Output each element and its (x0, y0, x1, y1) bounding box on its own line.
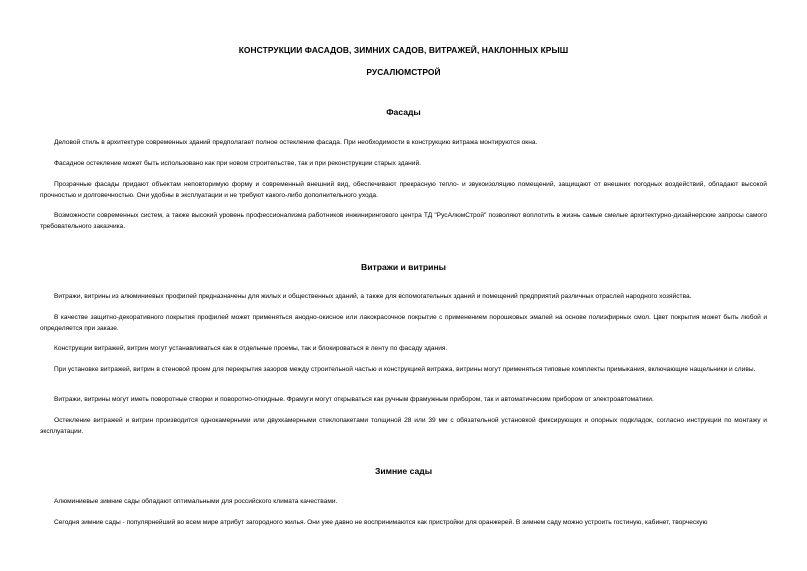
paragraph: Алюминиевые зимние сады обладают оптимальными для российского климата качествами. (54, 498, 338, 505)
paragraph: Прозрачные фасады придают объектам неповторимую форму и современный внешний вид, обеспечивают прекрасную тепло- и звукоизоляцию помещений, защищают от внешних погодных воздействий, обладают высокой прочностью и долговечностью. Они удобны в эксплуатации и не требуют какого-либо дополнительного ухода. (40, 181, 767, 199)
paragraph: Конструкции витражей, витрин могут устанавливаться как в отдельные проемы, так и блокироваться в ленту по фасаду здания. (54, 345, 448, 352)
section-heading-winter-gardens: Зимние сады (374, 466, 433, 476)
paragraph: Деловой стиль в архитектуре современных зданий предполагает полное остекление фасада. При необходимости в конструкцию витража монтируются окна. (54, 139, 538, 146)
section-heading-facades: Фасады (386, 107, 421, 117)
document-title: КОНСТРУКЦИИ ФАСАДОВ, ЗИМНИХ САДОВ, ВИТРАЖЕЙ, НАКЛОННЫХ КРЫШ (238, 45, 569, 55)
section-heading-stained-glass: Витражи и витрины (361, 262, 446, 272)
paragraph: При установке витражей, витрин в стеновой проем для перекрытия зазоров между строительной частью и конструкцией витража, витрины могут применяться типовые комплекты примыкания, включающие нащельники и сливы. (54, 366, 756, 373)
paragraph: Остекление витражей и витрин производится однокамерными или двухкамерными стеклопакетами толщиной 28 или 39 мм с обязательной установкой фиксирующих и опорных подкладок, согласно инструкции по монтажу и эксплуатации. (40, 417, 767, 435)
paragraph: Возможности современных систем, а также высокий уровень профессионализма работников инжинирингового центра ТД "РусАлюмСтрой" позволяют воплотить в жизнь самые смелые архитектурно-дизайнерские запросы самого требовательного заказчика. (40, 212, 767, 230)
company-name: РУСАЛЮМСТРОЙ (366, 67, 441, 77)
paragraph: Фасадное остекление может быть использовано как при новом строительстве, так и при реконструкции старых зданий. (54, 160, 421, 167)
paragraph: Сегодня зимние сады - популярнейший во всем мире атрибут загородного жилья. Они уже давно не воспринимаются как пристройки для оранжерей. В зимнем саду можно устроить гостиную, кабинет, творческую (54, 519, 708, 526)
paragraph: Витражи, витрины из алюминиевых профилей предназначены для жилых и общественных зданий, а также для вспомогательных зданий и помещений предприятий различных отраслей народного хозяйства. (54, 293, 692, 300)
paragraph: Витражи, витрины могут иметь поворотные створки и поворотно-откидные. Фрамуги могут открываться как ручным фрамужным прибором, так и автоматическим прибором от электроавтоматики. (54, 396, 654, 403)
paragraph: В качестве защитно-декоративного покрытия профилей может применяться анодно-окисное или лакокрасочное покрытие с применением порошковых эмалей на основе полиэфирных смол. Цвет покрытия может быть любой и определяется при заказе. (40, 314, 767, 332)
